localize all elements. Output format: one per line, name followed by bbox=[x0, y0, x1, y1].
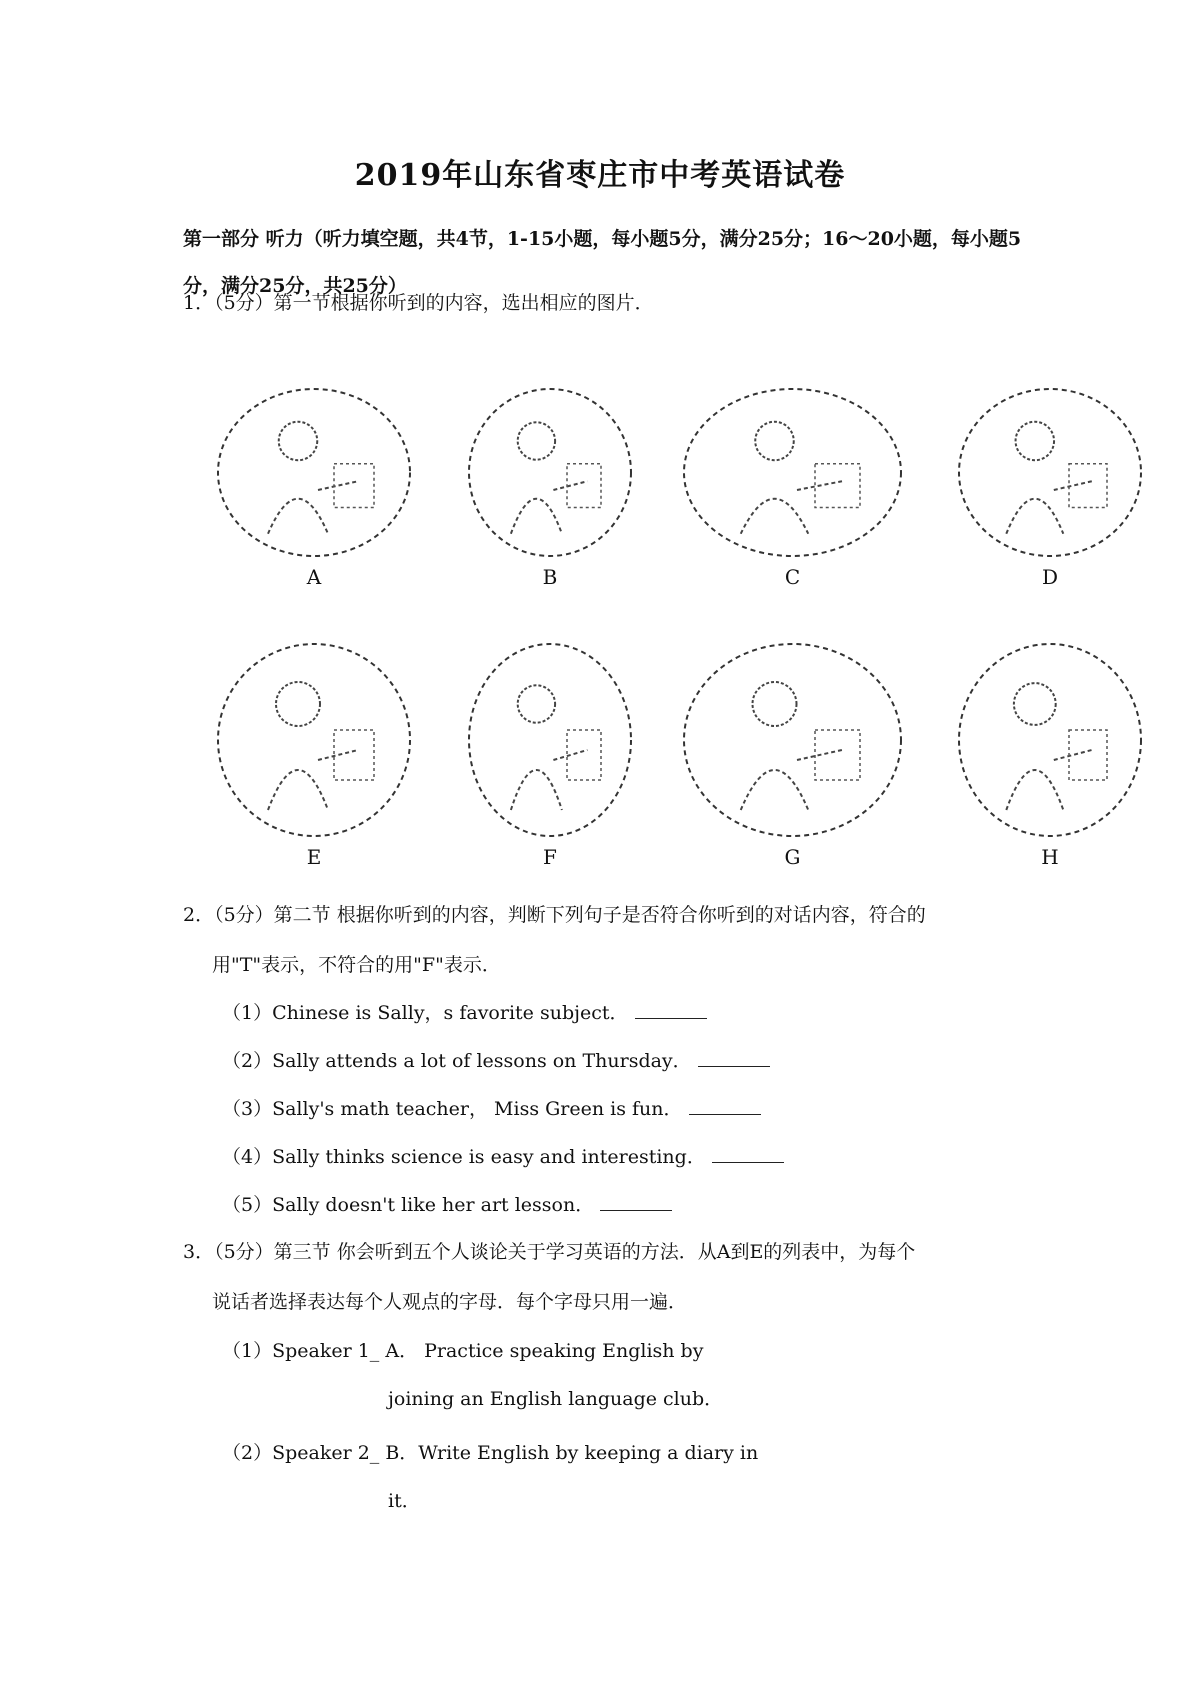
q2-item-3 bbox=[222, 1094, 761, 1121]
boy-globe-illustration bbox=[214, 385, 414, 560]
picture-label-g: G bbox=[784, 845, 801, 869]
q2-item-4 bbox=[222, 1142, 784, 1169]
classroom-illustration bbox=[680, 385, 905, 560]
question-3-prompt: 3．（5分）第三节 你会听到五个人谈论关于学习英语的方法．从A到E的列表中，为每个 bbox=[183, 1241, 916, 1263]
question-3-prompt-cont: 说话者选择表达每个人观点的字母．每个字母只用一遍． bbox=[212, 1291, 688, 1313]
part1-header: 第一部分 听力（听力填空题，共4节，1-15小题，每小题5分，满分25分；16～20小题，每小题5分，满分25分，共25分） bbox=[183, 228, 1022, 297]
question-1-prompt: 1．（5分）第一节根据你听到的内容，选出相应的图片． bbox=[183, 292, 654, 314]
answer-blank[interactable] bbox=[698, 1048, 770, 1067]
q2-item-5 bbox=[222, 1190, 672, 1217]
answer-blank[interactable] bbox=[600, 1192, 672, 1211]
q2-item-2-text: （2）Sally attends a lot of lessons on Thursday． bbox=[222, 1050, 692, 1072]
picture-label-a: A bbox=[306, 565, 322, 589]
dinosaur-illustration bbox=[465, 640, 635, 840]
q3-item-2-line1: （2）Speaker 2_ B．Write English by keeping a diary in bbox=[222, 1442, 759, 1464]
person-sitting-illustration bbox=[955, 385, 1145, 560]
picture-label-f: F bbox=[543, 845, 557, 869]
answer-blank[interactable] bbox=[712, 1144, 784, 1163]
q3-item-1-line2: joining an English language club． bbox=[388, 1388, 724, 1410]
picture-label-e: E bbox=[306, 845, 322, 869]
q2-item-4-text: （4）Sally thinks science is easy and interesting． bbox=[222, 1146, 706, 1168]
two-people-illustration bbox=[680, 640, 905, 840]
q3-item-1-line1: （1）Speaker 1_ A． Practice speaking English by bbox=[222, 1340, 704, 1362]
girl-reading-illustration bbox=[465, 385, 635, 560]
answer-blank[interactable] bbox=[689, 1096, 761, 1115]
q2-item-3-text: （3）Sally's math teacher， Miss Green is fun． bbox=[222, 1098, 683, 1120]
question-2-prompt-cont: 用"T"表示，不符合的用"F"表示． bbox=[212, 954, 501, 976]
question-2-prompt: 2．（5分）第二节 根据你听到的内容，判断下列句子是否符合你听到的对话内容，符合的 bbox=[183, 904, 926, 926]
q2-item-2 bbox=[222, 1046, 770, 1073]
picture-label-d: D bbox=[1041, 565, 1059, 589]
rocket-illustration bbox=[214, 640, 414, 840]
q2-item-1-text: （1）Chinese is Sally，s favorite subject． bbox=[222, 1002, 629, 1024]
exam-title: 2019年山东省枣庄市中考英语试卷 bbox=[354, 158, 846, 193]
picture-label-c: C bbox=[784, 565, 801, 589]
answer-blank[interactable] bbox=[635, 1000, 707, 1019]
picture-label-b: B bbox=[542, 565, 558, 589]
q3-item-2-line2: it． bbox=[388, 1490, 421, 1512]
q2-item-5-text: （5）Sally doesn't like her art lesson． bbox=[222, 1194, 595, 1216]
man-desk-illustration bbox=[955, 640, 1145, 840]
picture-label-h: H bbox=[1041, 845, 1059, 869]
q2-item-1 bbox=[222, 998, 707, 1025]
